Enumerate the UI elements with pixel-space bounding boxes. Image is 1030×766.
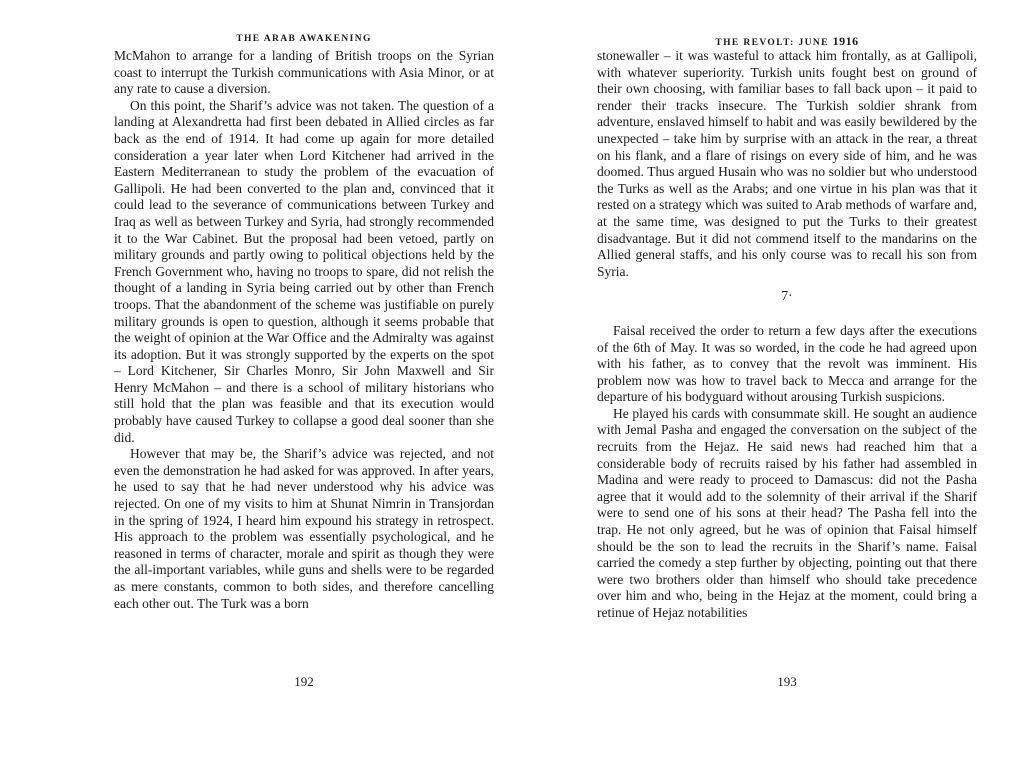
paragraph: He played his cards with consummate skill. He sought an audience with Jemal Pasha and engaged the conversation on the subject of the recruits from the Hejaz. He said news had reached him that a considerable body of recruits raised by his father had assembled in Madina and were ready to proceed to Damascus: did not the Pasha agree that it would add to the solemnity of their arrival if the Sharif were to send one of his sons at their head? The Pasha fell into the trap. He not only agreed, but he was of opinion that Faisal himself should be the son to lead the recruits in the Sharif’s name. Faisal carried the comedy a step further by objecting, pointing out that there were two brothers older than himself who should take precedence over him and who, being in the Hejaz at the moment, could bring a retinue of Hejaz notabilities — [597, 405, 977, 620]
right-page — [597, 0, 977, 766]
left-page-number: 192 — [294, 674, 314, 689]
right-running-head-year: 1916 — [832, 34, 859, 48]
right-page-text — [597, 48, 977, 622]
left-page — [114, 0, 494, 766]
right-running-head — [597, 34, 977, 49]
paragraph: McMahon to arrange for a landing of British troops on the Syrian coast to interrupt the Turkish communications with Asia Minor, or at any rate to cause a diversion. — [114, 48, 494, 97]
right-page-number: 193 — [777, 674, 797, 689]
paragraph: Faisal received the order to return a few days after the executions of the 6th of May. It was so worded, in the code he had agreed upon with his father, as to convey that the revolt was imminent. His problem now was how to travel back to Mecca and arrange for the departure of his bodyguard without arousing Turkish suspicions. — [597, 322, 977, 405]
paragraph: stonewaller – it was wasteful to attack him frontally, as at Gallipoli, with whatever superiority. Turkish units fought best on ground of their own choosing, with familiar bases to fall back upon – it paid to render their tracks insecure. The Turkish soldier shrank from adventure, enslaved himself to habit and was easily bewildered by the unexpected – take him by surprise with an attack in the rear, a threat on his flank, and a flare of risings on every side of him, and he was doomed. Thus argued Husain who was no soldier but who understood the Turks as well as the Arabs; and one virtue in his plan was that it rested on a strategy which was suited to Arab methods of warfare and, at the same time, was designed to put the Turks to their greatest disadvantage. But it did not commend itself to the mandarins on the Allied general staffs, and his only course was to recall his son from Syria. — [597, 48, 977, 279]
left-running-head: THE ARAB AWAKENING — [236, 34, 372, 44]
section-number: 7· — [781, 288, 793, 304]
right-running-head-text: THE REVOLT: JUNE — [715, 38, 829, 48]
paragraph: However that may be, the Sharif’s advice was rejected, and not even the demonstration he had asked for was approved. In after years, he used to say that he had never understood why his advice was rejected. On one of my visits to him at Shunat Nimrin in Transjordan in the spring of 1924, I heard him expound his strategy in retrospect. His approach to the problem was essentially psychological, and he reasoned in terms of character, morale and spirit as though they were the all-important variables, while guns and shells were to be regarded as mere constants, common to both sides, and therefore cancelling each other out. The Turk was a born — [114, 446, 494, 611]
left-page-text — [114, 48, 494, 612]
paragraph: On this point, the Sharif’s advice was not taken. The question of a landing at Alexandretta had first been debated in Allied circles as far back as the end of 1914. It had come up again for more detailed consideration a year later when Lord Kitchener had arrived in the Eastern Mediterranean to study the problem of the evacuation of Gallipoli. He had been converted to the plan and, convinced that it could lead to the severance of communications between Turkey and Iraq as well as between Turkey and Syria, had strongly recommended it to the War Cabinet. But the proposal had been vetoed, partly on military grounds and partly owing to political objections held by the French Government who, having no troops to spare, did not relish the thought of a landing in Syria being carried out by other than French troops. That the abandonment of the scheme was justifiable on purely military grounds is open to question, although it seems probable that the weight of opinion at the War Office and the Admiralty was against its adoption. But it was strongly supported by the experts on the spot – Lord Kitchener, Sir Charles Monro, Sir John Maxwell and Sir Henry McMahon – and there is a school of military historians who still hold that the plan was feasible and that its execution would probably have caused Turkey to collapse a good deal sooner than she did. — [114, 97, 494, 445]
